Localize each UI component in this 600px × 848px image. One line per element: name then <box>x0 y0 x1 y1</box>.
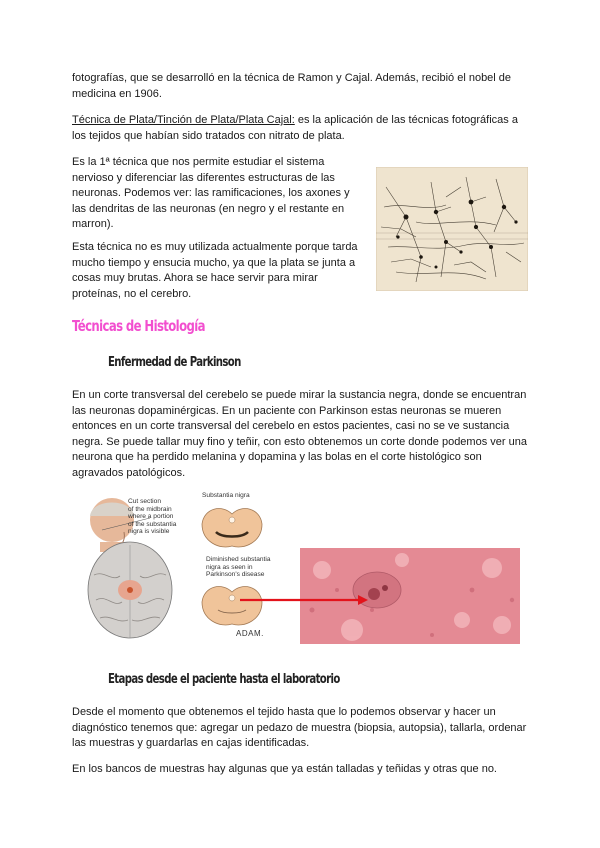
cajal-neuron-drawing <box>376 167 528 291</box>
diminished-substantia-label <box>206 556 271 579</box>
silver-technique-paragraph <box>72 113 528 144</box>
diminished-line-1: Diminished substantia <box>206 556 271 563</box>
heading-parkinson: Enfermedad de Parkinson <box>108 355 241 370</box>
cut-section-line-1: Cut section <box>128 498 161 505</box>
not-used-paragraph: Esta técnica no es muy utilizada actualmente porque tarda mucho tiempo y ensucia mucho, ya que la plata se junta a cosas muy brutas. Ahora se hace servir para mirar proteínas, no el cerebro. <box>72 241 358 300</box>
diminished-line-3: Parkinson's disease <box>206 571 265 579</box>
intro-line-2: medicina en 1906. <box>72 87 162 100</box>
silver-technique-definition: es la aplicación de las técnicas fotográficas a los tejidos que habían sido tratados con nitrato de plata. <box>72 114 518 142</box>
parkinson-paragraph: En un corte transversal del cerebelo se puede mirar la sustancia negra, donde se encuentran las neuronas dopaminérgicas. En un paciente con Parkinson estas neuronas se mueren entonces en un corte transversal del cerebelo en estos pacientes, casi no se ve sustancia negra. Se puede tallar muy fino y teñir, con esto obtenemos un corte donde podemos ver una neurona que ha perdido melanina y dopamina y las bolas en el corte histológico son agravados patológicos. <box>72 389 527 479</box>
intro-line-1: fotografías, que se desarrolló en la técnica de Ramon y Cajal. Además, recibió el nobel de <box>72 72 512 84</box>
intro-paragraph <box>72 71 528 102</box>
cut-section-line-5: nigra is visible <box>128 528 170 536</box>
silver-technique-term: Técnica de Plata/Tinción de Plata/Plata Cajal: <box>72 114 295 126</box>
bancos-paragraph: En los bancos de muestras hay algunas que ya están talladas y teñidas y otras que no. <box>72 763 497 775</box>
cut-section-label <box>128 498 176 536</box>
first-technique-paragraph: Es la 1ª técnica que nos permite estudiar el sistema nervioso y diferenciar las diferentes estructuras de las neuronas. Podemos ver: las ramificaciones, los axones y las dendritas de las neuronas (en negro y el restante en marron). <box>72 156 350 230</box>
etapas-paragraph: Desde el momento que obtenemos el tejido hasta que lo podemos observar y hacer un diagnóstico tenemos que: agregar un pedazo de muestra (biopsia, autopsia), tallarla, ordenar las muestras y guardarlas en cajas identificadas. <box>72 706 527 749</box>
cut-section-line-3: where a portion <box>128 513 174 521</box>
heading-tecnicas-histologia: Técnicas de Histología <box>72 317 205 335</box>
adam-brand-label: ADAM. <box>236 629 264 638</box>
parkinson-figure <box>72 490 528 646</box>
substantia-nigra-label: Substantia nigra <box>202 492 250 499</box>
cut-section-line-2: of the midbrain <box>128 505 172 513</box>
heading-etapas: Etapas desde el paciente hasta el laboratorio <box>108 672 340 687</box>
cut-section-line-4: of the substantia <box>128 520 177 528</box>
diminished-line-2: nigra as seen in <box>206 563 253 571</box>
